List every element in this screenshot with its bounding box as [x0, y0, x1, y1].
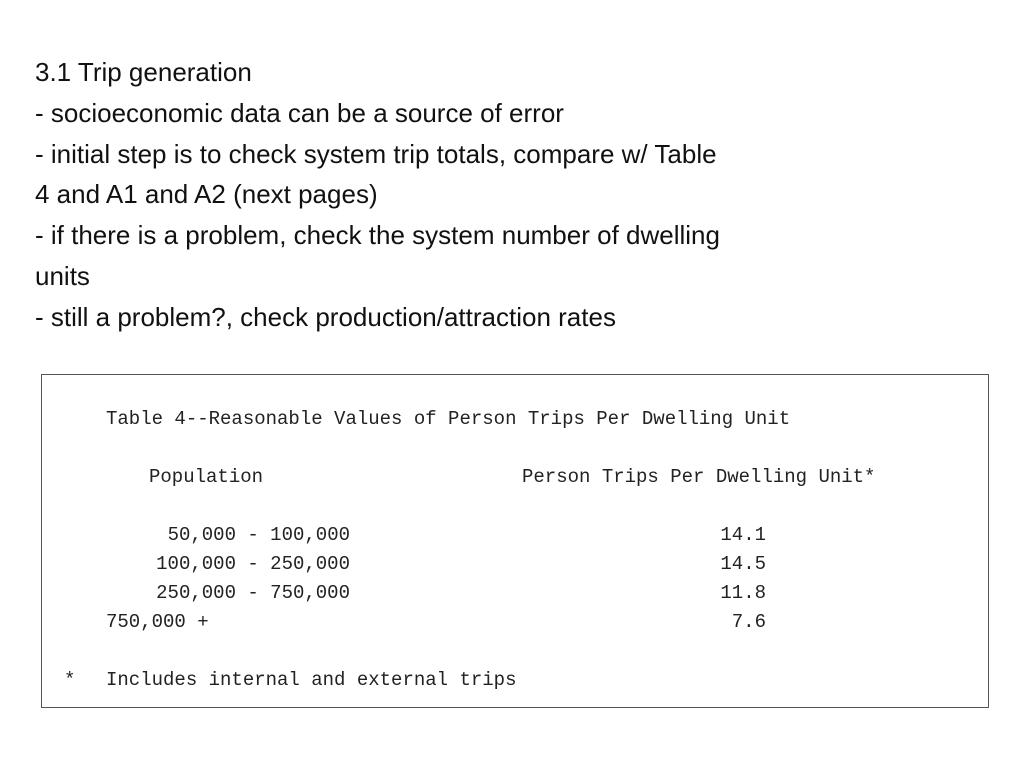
column-header-population: Population	[149, 466, 264, 488]
slide-heading: 3.1 Trip generation	[35, 57, 252, 87]
table-cell-trips: 14.1	[720, 524, 766, 546]
footnote-text: Includes internal and external trips	[106, 669, 517, 691]
bullet-line: units	[35, 260, 90, 291]
bullet-line: - initial step is to check system trip totals, compare w/ Table	[35, 138, 717, 169]
footnote-marker: *	[64, 669, 76, 691]
table-cell-population: 100,000 - 250,000	[156, 553, 350, 575]
table-title: Table 4--Reasonable Values of Person Trips Per Dwelling Unit	[106, 408, 791, 430]
bullet-line: - still a problem?, check production/attraction rates	[35, 301, 616, 332]
table-cell-trips: 7.6	[731, 611, 766, 633]
table-image-panel	[41, 374, 989, 708]
bullet-line: - socioeconomic data can be a source of error	[35, 97, 564, 128]
slide-body-text	[35, 52, 885, 338]
table-cell-trips: 11.8	[720, 582, 766, 604]
column-header-trips: Person Trips Per Dwelling Unit*	[522, 466, 876, 488]
bullet-line: 4 and A1 and A2 (next pages)	[35, 179, 378, 210]
table-cell-population: 50,000 - 100,000	[167, 524, 350, 546]
table-cell-population: 750,000 +	[106, 611, 209, 633]
table-cell-trips: 14.5	[720, 553, 766, 575]
table-cell-population: 250,000 - 750,000	[156, 582, 350, 604]
bullet-line: - if there is a problem, check the system number of dwelling	[35, 220, 720, 251]
